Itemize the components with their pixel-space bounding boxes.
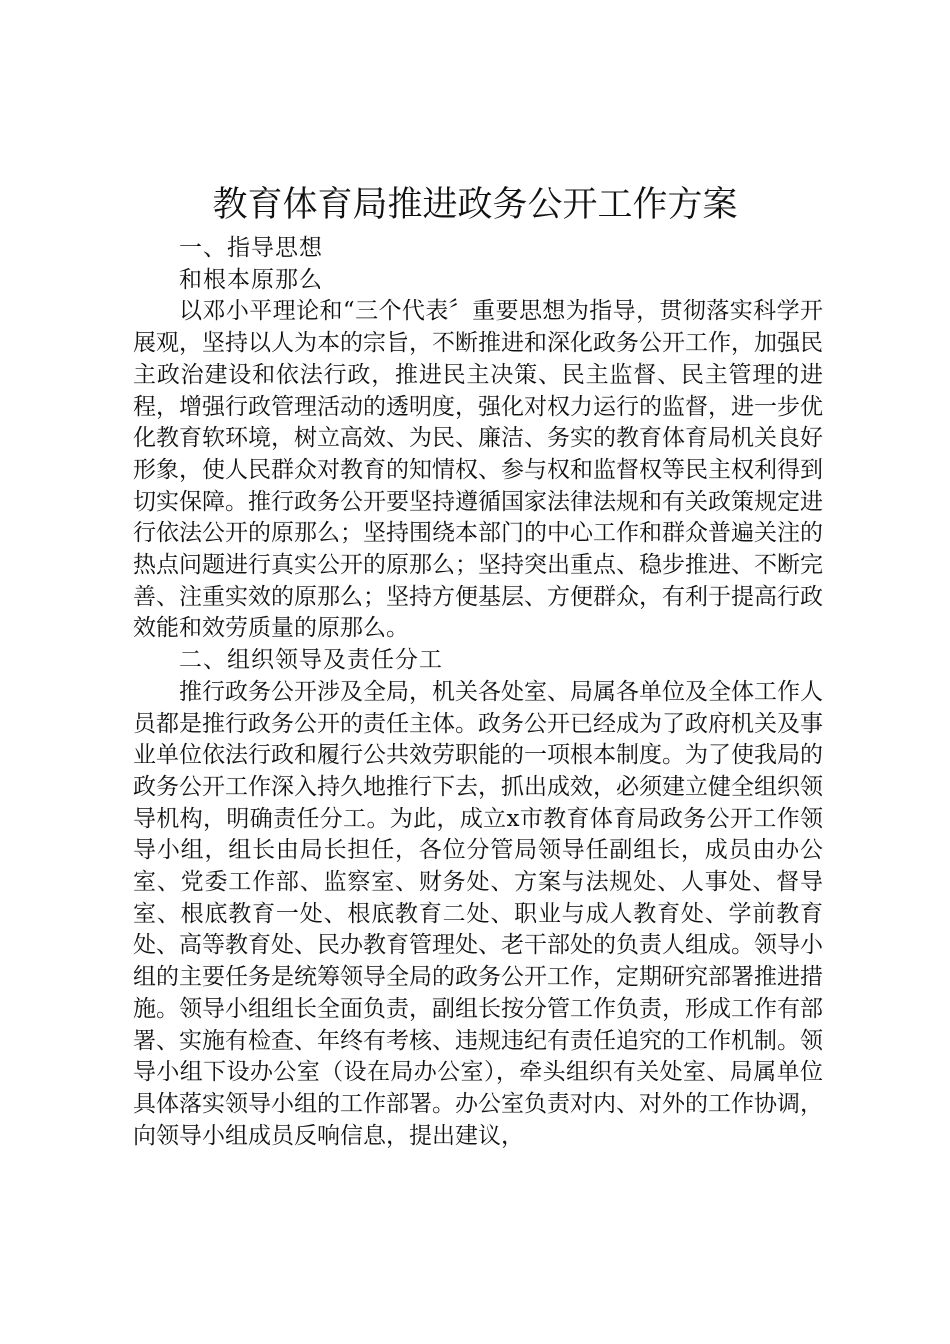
section-heading-basic-principles: 和根本原那么 xyxy=(179,266,323,293)
section-heading-organization: 二、组织领导及责任分工 xyxy=(179,647,443,674)
document-title: 教育体育局推进政务公开工作方案 xyxy=(212,185,738,225)
section-heading-guiding-ideology: 一、指导思想 xyxy=(179,235,323,261)
document-body xyxy=(133,233,823,1152)
paragraph-guiding-principles: 以邓小平理论和“三个代表〞重要思想为指导，贯彻落实科学开展观，坚持以人为本的宗旨，不断推进和深化政务公开工作，加强民主政治建设和依法行政，推进民主决策、民主监督、民主管理的进程，增强行政管理活动的透明度，强化对权力运行的监督，进一步优化教育软环境，树立高效、为民、廉洁、务实的教育体育局机关良好形象，使人民群众对教育的知情权、参与权和监督权等民主权利得到切实保障。推行政务公开要坚持遵循国家法律法规和有关政策规定进行依法公开的原那么；坚持围绕本部门的中心工作和群众普遍关注的热点问题进行真实公开的原那么；坚持突出重点、稳步推进、不断完善、注重实效的原那么；坚持方便基层、方便群众，有利于提高行政效能和效劳质量的原那么。 xyxy=(133,298,823,642)
paragraph-organization: 推行政务公开涉及全局，机关各处室、局属各单位及全体工作人员都是推行政务公开的责任主体。政务公开已经成为了政府机关及事业单位依法行政和履行公共效劳职能的一项根本制度。为了使我局的政务公开工作深入持久地推行下去，抓出成效，必须建立健全组织领导机构，明确责任分工。为此，成立x市教育体育局政务公开工作领导小组，组长由局长担任，各位分管局领导任副组长，成员由办公室、党委工作部、监察室、财务处、方案与法规处、人事处、督导室、根底教育一处、根底教育二处、职业与成人教育处、学前教育处、高等教育处、民办教育管理处、老干部处的负责人组成。领导小组的主要任务是统筹领导全局的政务公开工作，定期研究部署推进措施。领导小组组长全面负责，副组长按分管工作负责，形成工作有部署、实施有检查、年终有考核、违规违纪有责任追究的工作机制。领导小组下设办公室（设在局办公室），牵头组织有关处室、局属单位具体落实领导小组的工作部署。办公室负责对内、对外的工作协调，向领导小组成员反响信息，提出建议， xyxy=(133,678,823,1149)
